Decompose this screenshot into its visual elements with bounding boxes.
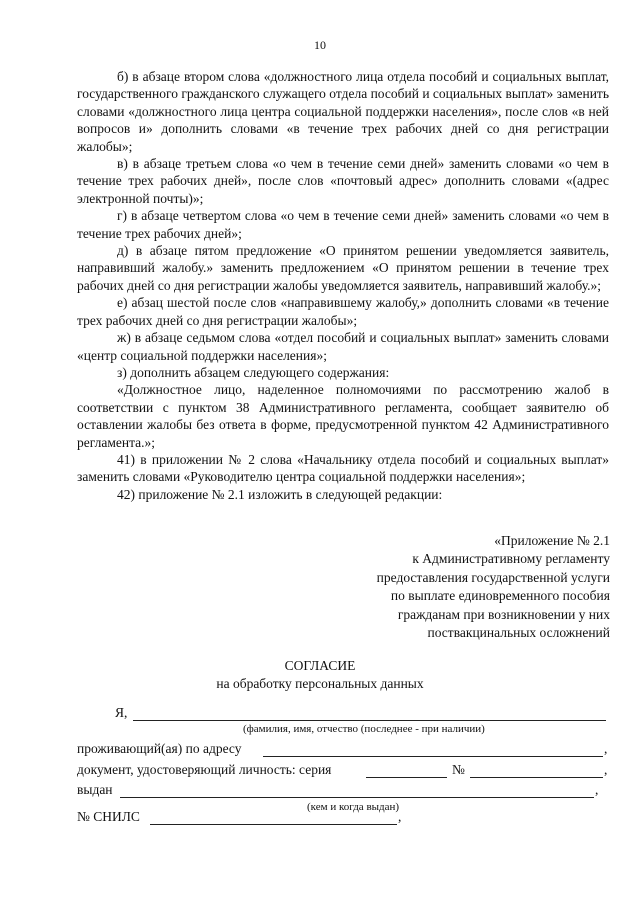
issued-label: выдан (77, 782, 113, 797)
address-label: проживающий(ая) по адресу (77, 741, 242, 756)
appendix-line: к Административному регламенту (412, 551, 610, 567)
fio-hint: (фамилия, имя, отчество (последнее - при наличии) (243, 723, 485, 735)
amendment-text (77, 68, 609, 503)
issued-comma: , (595, 782, 599, 797)
appendix-line: «Приложение № 2.1 (494, 533, 610, 548)
appendix-line: предоставления государственной услуги (376, 569, 610, 585)
consent-subtitle: на обработку персональных данных (216, 676, 424, 691)
paragraph-e: е) абзац шестой после слов «направившему жалобу,» дополнить словами «в течение трех рабочих дней со дня регистрации жалобы»; (77, 295, 609, 328)
address-field[interactable] (263, 756, 603, 757)
paragraph-zh: ж) в абзаце седьмом слова «отдел пособий и социальных выплат» заменить словами «центр социальной поддержки населения»; (77, 330, 609, 363)
paragraph-42: 42) приложение № 2.1 изложить в следующей редакции: (117, 486, 443, 502)
appendix-header (377, 532, 610, 642)
number-label: № (452, 762, 465, 777)
appendix-line: поствакцинальных осложнений (427, 625, 610, 641)
fio-field[interactable] (133, 720, 606, 721)
issued-hint: (кем и когда выдан) (307, 801, 400, 813)
page-number: 10 (314, 38, 326, 52)
snils-label: № СНИЛС (77, 809, 140, 824)
paragraph-41: 41) в приложении № 2 слова «Начальнику отдела пособий и социальных выплат» заменить словами «Руководителю центра социальной поддержки населения»; (77, 451, 609, 485)
number-field[interactable] (470, 777, 603, 778)
paragraph-g: г) в абзаце четвертом слова «о чем в течение семи дней» заменить словами «о чем в течение трех рабочих дней»; (77, 208, 609, 241)
document-label: документ, удостоверяющий личность: серия (77, 762, 332, 777)
snils-field[interactable] (150, 824, 397, 825)
issued-field[interactable] (120, 797, 594, 798)
appendix-line: по выплате единовременного пособия (390, 588, 610, 604)
paragraph-b: б) в абзаце втором слова «должностного лица отдела пособий и социальных выплат, государственного гражданского служащего отдела пособий и социальных выплат» заменить словами «должностного лица центра социальной поддержки населения», после слов «в ней вопросов и» дополнить словами «в течение трех рабочих дней со дня регистрации жалобы»; (77, 69, 609, 154)
paragraph-d: д) в абзаце пятом предложение «О принятом решении уведомляется заявитель, направивший жалобу.» заменить предложением «О принятом решении в течение трех рабочих дней со дня регистрации жалобы уведомляется заявитель, направивший жалобу.»; (77, 243, 609, 293)
paragraph-z: з) дополнить абзацем следующего содержания: (117, 364, 390, 380)
address-comma: , (604, 741, 608, 756)
document-comma: , (604, 762, 608, 777)
paragraph-v: в) в абзаце третьем слова «о чем в течение семи дней» заменить словами «о чем в течение трех рабочих дней», после слов «почтовый адрес» дополнить словами «(адрес электронной почты)»; (77, 156, 609, 206)
snils-comma: , (398, 809, 402, 824)
ya-label: Я, (115, 705, 128, 720)
series-field[interactable] (366, 777, 447, 778)
consent-title: СОГЛАСИЕ (284, 658, 356, 673)
appendix-line: гражданам при возникновении у них (397, 606, 610, 622)
paragraph-quote: «Должностное лицо, наделенное полномочиями по рассмотрению жалоб в соответствии с пунктом 38 Административного регламента, сообщает заявителю об оставлении жалобы без ответа в форме, предусмотренной пунктом 42 Административного регламента.»; (77, 382, 609, 450)
